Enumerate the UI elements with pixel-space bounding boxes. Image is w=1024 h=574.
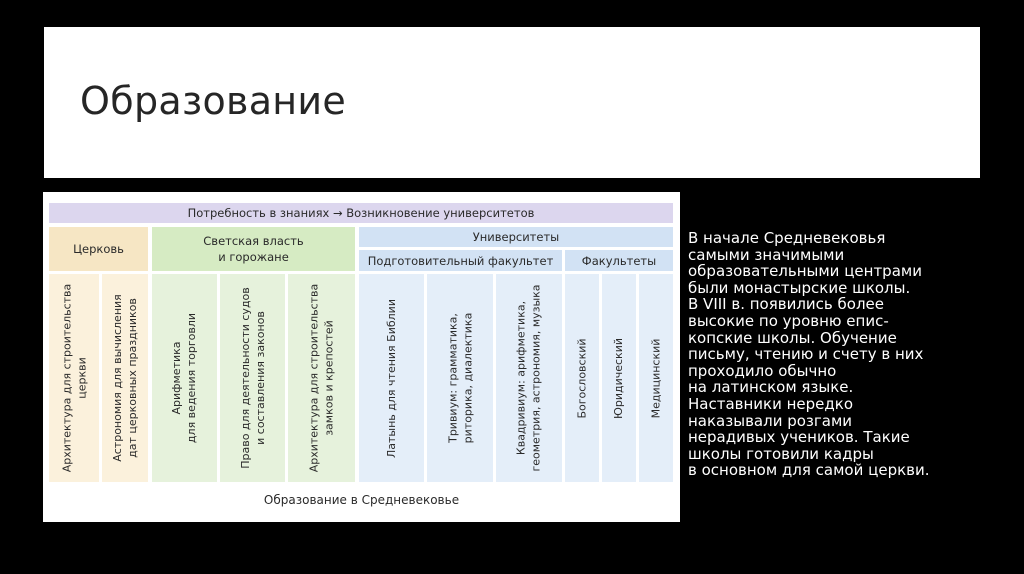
paragraph-line: В VIII в. появились более — [688, 295, 884, 314]
education-diagram — [43, 192, 680, 522]
column-univ-quadrivium — [496, 274, 562, 482]
column-church-astronomy — [102, 274, 148, 482]
paragraph-line: В начале Средневековья — [688, 229, 886, 247]
paragraph-line: самыми значимыми — [688, 245, 845, 264]
column-label: Астрономия для вычисления дат церковных праздников — [111, 294, 140, 462]
paragraph-line: копские школы. Обучение — [688, 328, 897, 347]
paragraph-line: высокие по уровню епис- — [688, 311, 889, 330]
column-label: Латынь для чтения Библии — [385, 298, 398, 458]
column-univ-latin — [359, 274, 424, 482]
column-univ-trivium — [427, 274, 493, 482]
paragraph-line: проходило обычно — [688, 361, 837, 380]
column-label: Тривиум: грамматика, риторика, диалектика — [446, 312, 475, 444]
diagram-caption: Образование в Средневековье — [263, 493, 460, 507]
column-label: Архитектура для строительства церкви — [60, 283, 88, 473]
column-label: Медицинский — [649, 338, 663, 418]
column-label: Архитектура для строительства замков и крепостей — [307, 283, 336, 473]
paragraph-line: в основном для самой церкви. — [688, 461, 930, 480]
column-label: Богословский — [575, 337, 589, 419]
paragraph-line: наказывали розгами — [688, 411, 853, 430]
column-label: Право для деятельности судов и составления законов — [238, 287, 267, 469]
column-label: Арифметика для ведения торговли — [170, 312, 199, 444]
title-band — [44, 27, 980, 178]
paragraph-line: школы готовили кадры — [688, 444, 874, 463]
group-header-church: Церковь — [49, 227, 148, 271]
paragraph-line: Наставники нередко — [688, 394, 854, 413]
column-church-architecture — [49, 274, 99, 482]
group-header-universities: Университеты — [359, 227, 673, 247]
column-faculty-theology — [565, 274, 599, 482]
paragraph-line: на латинском языке. — [688, 378, 854, 397]
column-faculty-medicine — [639, 274, 673, 482]
column-label: Юридический — [612, 337, 626, 419]
paragraph-line: образовательными центрами — [688, 262, 922, 281]
column-faculty-law — [602, 274, 636, 482]
body-paragraph — [688, 230, 988, 479]
slide-title: Образование — [80, 79, 347, 123]
paragraph-line: нерадивых учеников. Такие — [688, 428, 910, 447]
subheader-prep-faculty: Подготовительный факультет — [359, 250, 562, 271]
column-secular-arithmetic — [152, 274, 217, 482]
diagram-banner: Потребность в знаниях → Возникновение университетов — [49, 203, 673, 223]
group-header-secular — [152, 227, 355, 271]
paragraph-line: письму, чтению и счету в них — [688, 345, 924, 364]
column-secular-law — [220, 274, 285, 482]
column-secular-architecture — [288, 274, 355, 482]
subheader-faculties: Факультеты — [565, 250, 673, 271]
paragraph-line: были монастырские школы. — [688, 278, 911, 297]
group-header-secular-label: Светская власть и горожане — [203, 234, 304, 264]
column-label: Квадривиум: арифметика, геометрия, астрономия, музыка — [515, 284, 544, 472]
